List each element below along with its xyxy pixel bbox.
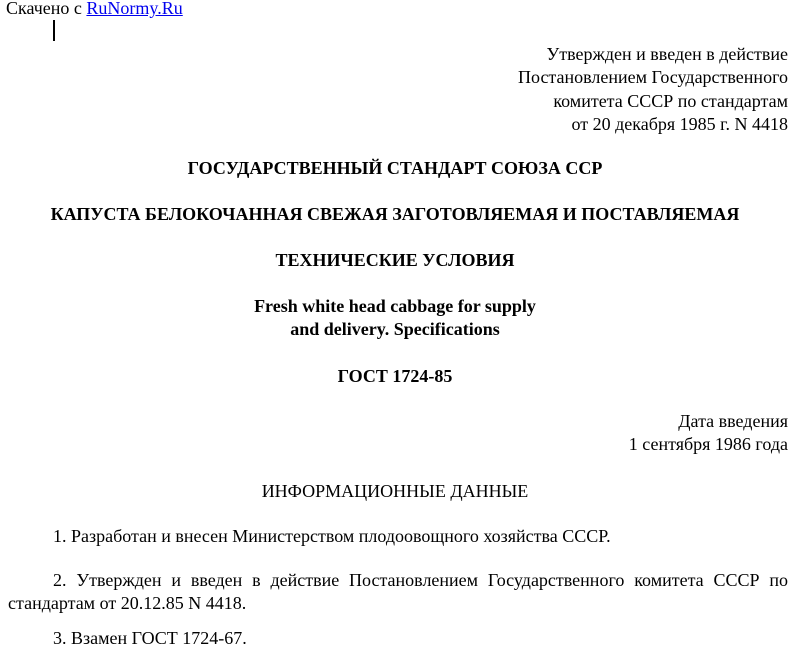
approval-line: Постановлением Государственного bbox=[518, 67, 788, 88]
info-item: 3. Взамен ГОСТ 1724-67. bbox=[53, 628, 247, 648]
document-title: КАПУСТА БЕЛОКОЧАННАЯ СВЕЖАЯ ЗАГОТОВЛЯЕМАЯ И ПОСТАВЛЯЕМАЯ bbox=[50, 204, 740, 224]
introduction-date-label: Дата введения bbox=[678, 411, 788, 431]
info-heading: ИНФОРМАЦИОННЫЕ ДАННЫЕ bbox=[261, 481, 529, 501]
english-title-line: and delivery. Specifications bbox=[290, 319, 500, 339]
english-title bbox=[0, 295, 790, 341]
approval-line: от 20 декабря 1985 г. N 4418 bbox=[571, 114, 788, 135]
info-item: 2. Утвержден и введен в действие Постановлением Государственного комитета СССР по стандартам от 20.12.85 N 4418. bbox=[8, 570, 788, 613]
source-prefix: Скачено с bbox=[6, 0, 87, 18]
info-item: 1. Разработан и внесен Министерством плодоовощного хозяйства СССР. bbox=[53, 526, 611, 546]
gost-number: ГОСТ 1724-85 bbox=[337, 366, 453, 386]
source-attribution bbox=[6, 0, 183, 19]
source-link[interactable]: RuNormy.Ru bbox=[86, 0, 183, 18]
introduction-date-block bbox=[629, 410, 788, 456]
english-title-line: Fresh white head cabbage for supply bbox=[254, 296, 536, 316]
document-subtitle: ТЕХНИЧЕСКИЕ УСЛОВИЯ bbox=[275, 250, 515, 270]
approval-block bbox=[518, 43, 788, 137]
approval-line: Утвержден и введен в действие bbox=[546, 44, 788, 64]
text-cursor bbox=[53, 20, 55, 41]
approval-line: комитета СССР по стандартам bbox=[553, 90, 788, 111]
introduction-date-value: 1 сентября 1986 года bbox=[628, 434, 788, 454]
state-standard-heading: ГОСУДАРСТВЕННЫЙ СТАНДАРТ СОЮЗА ССР bbox=[187, 158, 603, 178]
